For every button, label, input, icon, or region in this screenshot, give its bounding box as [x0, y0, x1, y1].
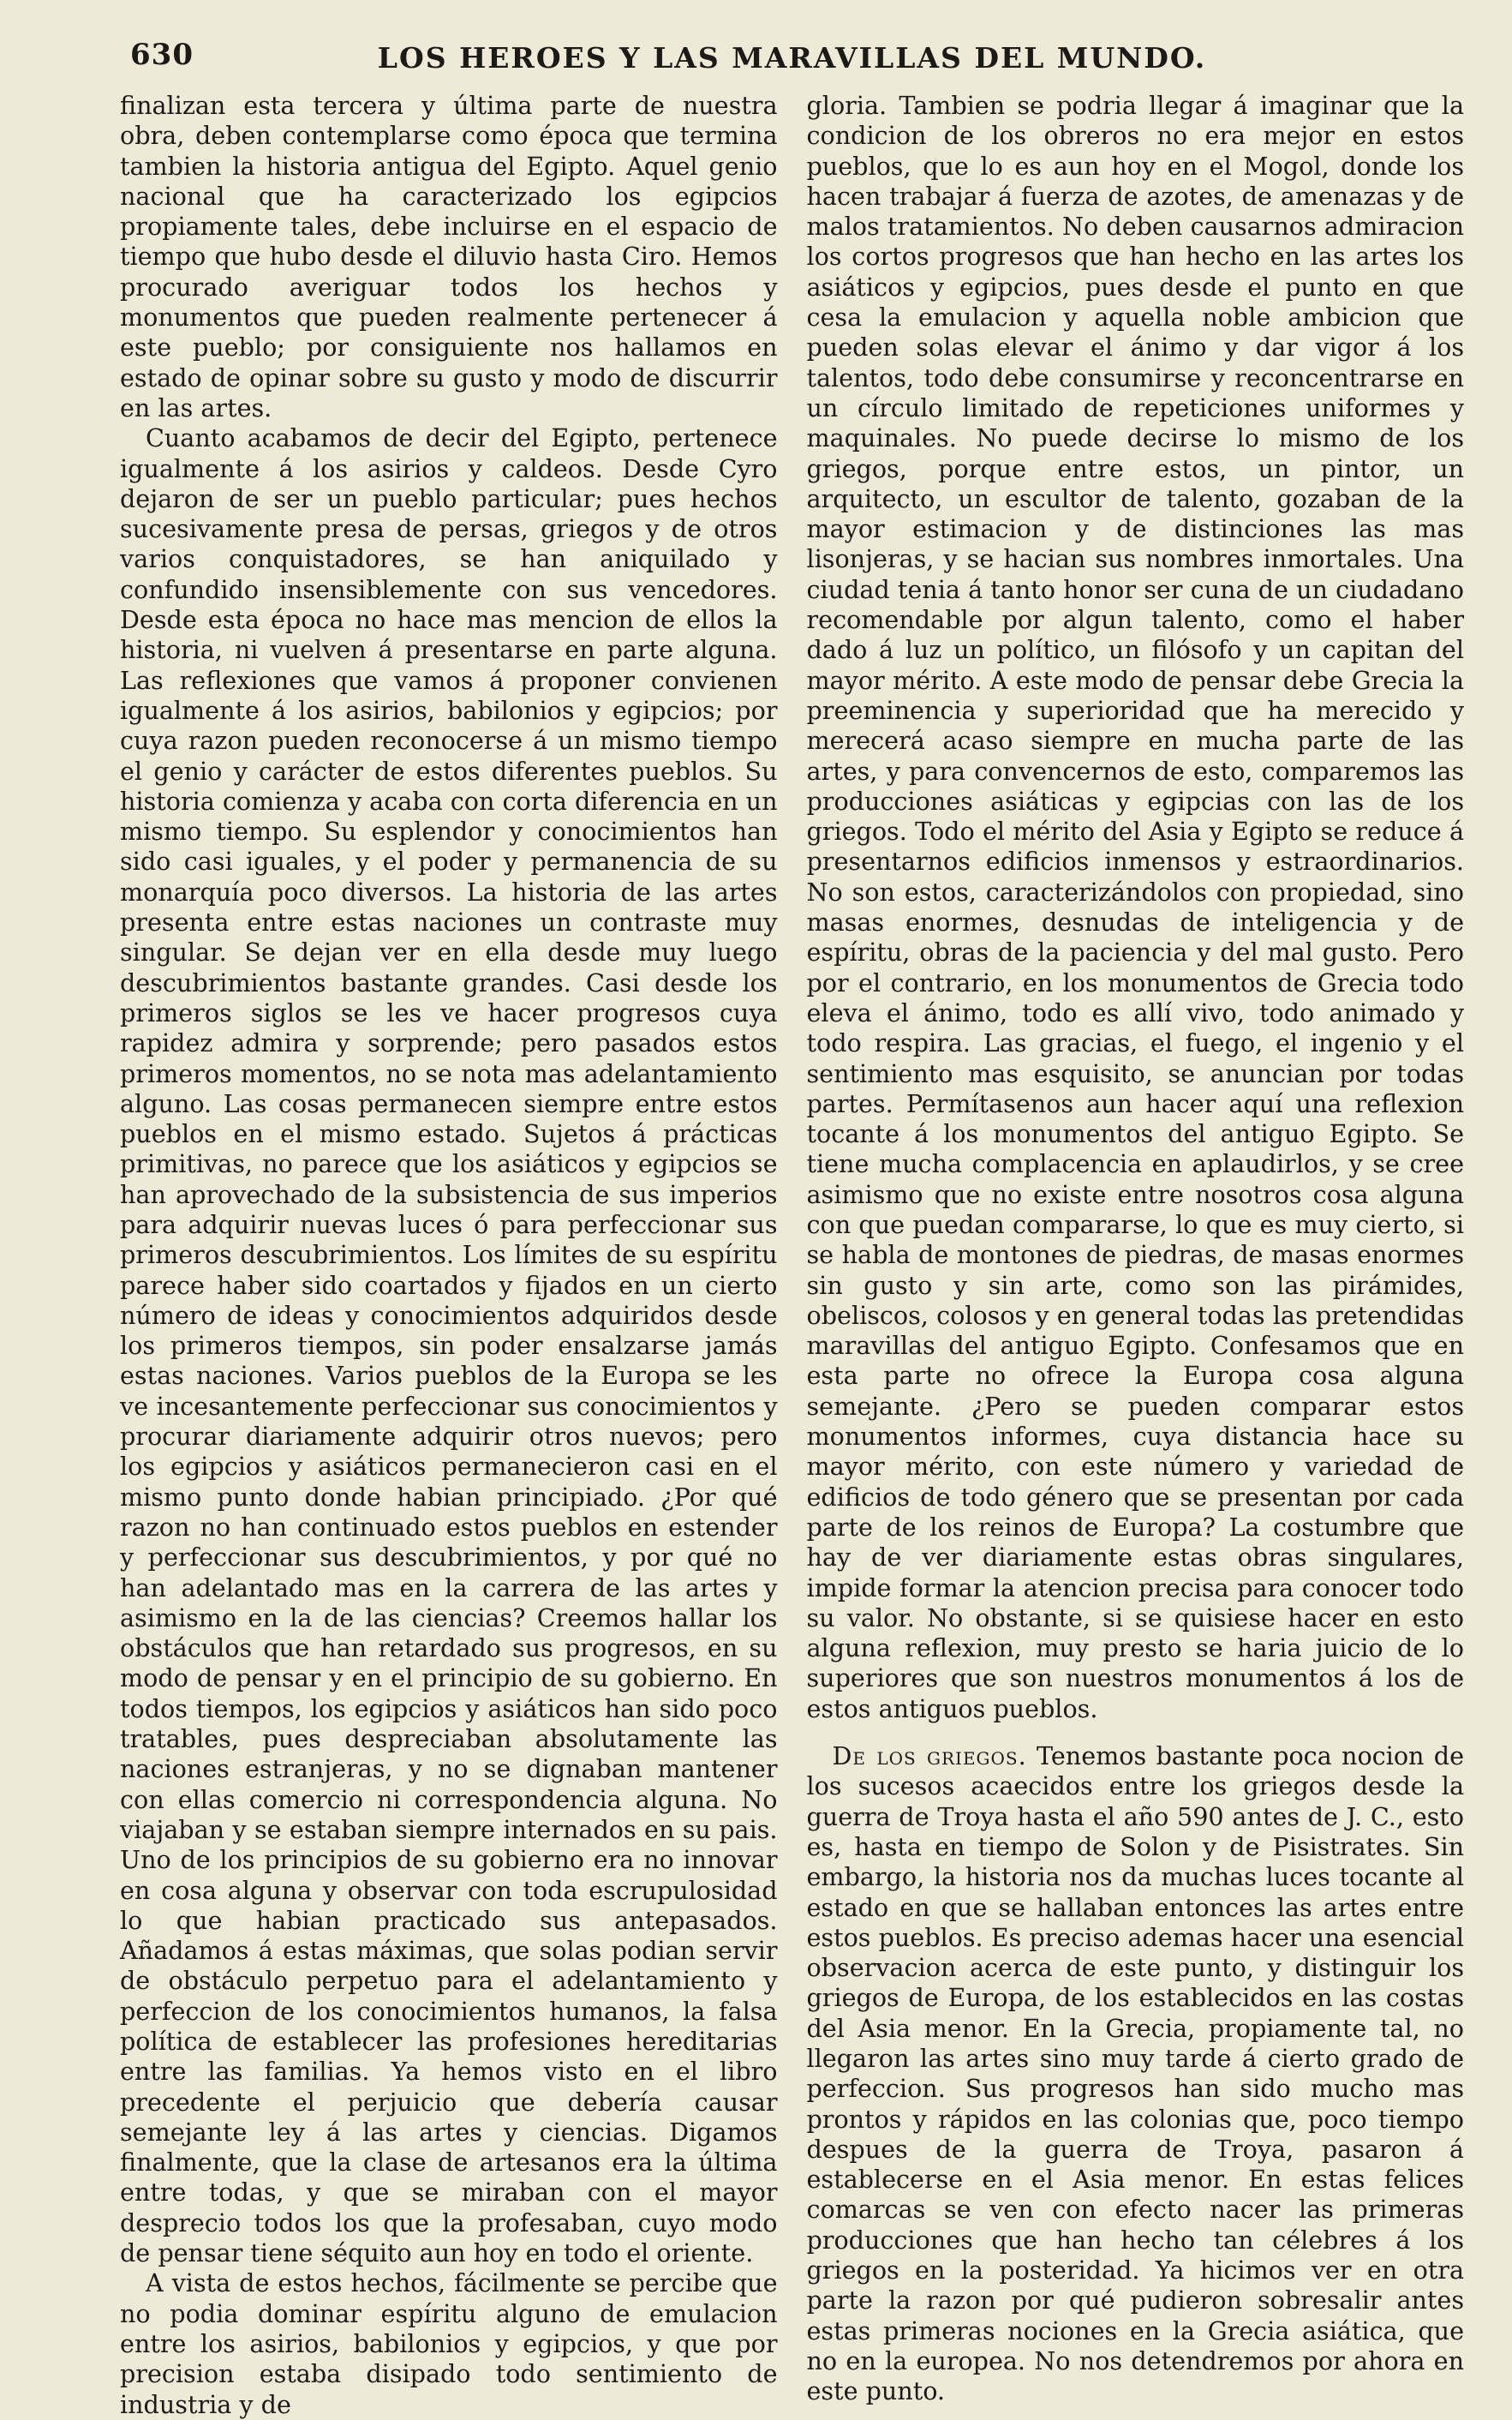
text-columns [120, 91, 1464, 2420]
right-column [807, 91, 1465, 2420]
page-number: 630 [130, 38, 194, 72]
running-title: LOS HEROES Y LAS MARAVILLAS DEL MUNDO. [377, 41, 1207, 75]
section-paragraph [807, 1741, 1465, 2407]
page-header [120, 34, 1464, 86]
paragraph: gloria. Tambien se podria llegar á imaginar que la condicion de los obreros no era mejor en estos pueblos, que lo es aun hoy en el Mogol, donde los hacen trabajar á fuerza de azotes, de amenazas y de malos tratamientos. No deben causarnos admiracion los cortos progresos que han hecho en las artes los asiáticos y egipcios, pues desde el punto en que cesa la emulacion y aquella noble ambicion que pueden solas elevar el ánimo y dar vigor á los talentos, todo debe consumirse y reconcentrarse en un círculo limitado de repeticiones uniformes y maquinales. No puede decirse lo mismo de los griegos, porque entre estos, un pintor, un arquitecto, un escultor de talento, gozaban de la mayor estimacion y de distinciones las mas lisonjeras, y se hacian sus nombres inmortales. Una ciudad tenia á tanto honor ser cuna de un ciudadano recomendable por algun talento, como el haber dado á luz un político, un filósofo y un capitan del mayor mérito. A este modo de pensar debe Grecia la preeminencia y superioridad que ha merecido y merecerá acaso siempre en mucha parte de las artes, y para convencernos de esto, comparemos las producciones asiáticas y egipcias con las de los griegos. Todo el mérito del Asia y Egipto se reduce á presentarnos edificios inmensos y estraordinarios. No son estos, caracterizándolos con propiedad, sino masas enormes, desnudas de inteligencia y de espíritu, obras de la paciencia y del mal gusto. Pero por el contrario, en los monumentos de Grecia todo eleva el ánimo, todo es allí vivo, todo animado y todo respira. Las gracias, el fuego, el ingenio y el sentimiento mas esquisito, se anuncian por todas partes. Permítasenos aun hacer aquí una reflexion tocante á los monumentos del antiguo Egipto. Se tiene mucha complacencia en aplaudirlos, y se cree asimismo que no existe entre nosotros cosa alguna con que puedan compararse, lo que es muy cierto, si se habla de montones de piedras, de masas enormes sin gusto y sin arte, como son las pirámides, obeliscos, colosos y en general todas las pretendidas maravillas del antiguo Egipto. Confesamos que en esta parte no ofrece la Europa cosa alguna semejante. ¿Pero se pueden comparar estos monumentos informes, cuya distancia hace su mayor mérito, con este número y variedad de edificios de todo género que se presentan por cada parte de los reinos de Europa? La costumbre que hay de ver diariamente estas obras singulares, impide formar la atencion precisa para conocer todo su valor. No obstante, si se quisiese hacer en esto alguna reflexion, muy presto se haria juicio de lo superiores que son nuestros monumentos á los de estos antiguos pueblos. [806, 91, 1464, 1723]
left-column [120, 91, 778, 2420]
paragraph: A vista de estos hechos, fácilmente se percibe que no podia dominar espíritu alguno de emulacion entre los asirios, babilonios y egipcios, y que por precision estaba disipado todo sentimiento de industria y de [120, 2268, 778, 2419]
paragraph: Cuanto acabamos de decir del Egipto, pertenece igualmente á los asirios y caldeos. Desde Cyro dejaron de ser un pueblo particular; pues hechos sucesivamente presa de persas, griegos y de otros varios conquistadores, se han aniquilado y confundido insensiblemente con sus vencedores. Desde esta época no hace mas mencion de ellos la historia, ni vuelven á presentarse en parte alguna. Las reflexiones que vamos á proponer convienen igualmente á los asirios, babilonios y egipcios; por cuya razon pueden reconocerse á un mismo tiempo el genio y carácter de estos diferentes pueblos. Su historia comienza y acaba con corta diferencia en un mismo tiempo. Su esplendor y conocimientos han sido casi iguales, y el poder y permanencia de su monarquía poco diversos. La historia de las artes presenta entre estas naciones un contraste muy singular. Se dejan ver en ella desde muy luego descubrimientos bastante grandes. Casi desde los primeros siglos se les ve hacer progresos cuya rapidez admira y sorprende; pero pasados estos primeros momentos, no se nota mas adelantamiento alguno. Las cosas permanecen siempre entre estos pueblos en el mismo estado. Sujetos á prácticas primitivas, no parece que los asiáticos y egipcios se han aprovechado de la subsistencia de sus imperios para adquirir nuevas luces ó para perfeccionar sus primeros descubrimientos. Los límites de su espíritu parece haber sido coartados y fijados en un cierto número de ideas y conocimientos adquiridos desde los primeros tiempos, sin poder ensalzarse jamás estas naciones. Varios pueblos de la Europa se les ve incesantemente perfeccionar sus conocimientos y procurar diariamente adquirir otros nuevos; pero los egipcios y asiáticos permanecieron casi en el mismo punto donde habian principiado. ¿Por qué razon no han continuado estos pueblos en estender y perfeccionar sus descubrimientos, y por qué no han adelantado mas en la carrera de las artes y asimismo en la de las ciencias? Creemos hallar los obstáculos que han retardado sus progresos, en su modo de pensar y en el principio de su gobierno. En todos tiempos, los egipcios y asiáticos han sido poco tratables, pues despreciaban absolutamente las naciones estranjeras, y no se dignaban mantener con ellas comercio ni correspondencia alguna. No viajaban y se estaban siempre internados en su pais. Uno de los principios de su gobierno era no innovar en cosa alguna y observar con toda escrupulosidad lo que habian practicado sus antepasados. Añadamos á estas máximas, que solas podian servir de obstáculo perpetuo para el adelantamiento y perfeccion de los conocimientos humanos, la falsa política de establecer las profesiones hereditarias entre las familias. Ya hemos visto en el libro precedente el perjuicio que debería causar semejante ley á las artes y ciencias. Digamos finalmente, que la clase de artesanos era la última entre todas, y que se miraban con el mayor desprecio todos los que la profesaban, cuyo modo de pensar tiene séquito aun hoy en todo el oriente. [120, 423, 778, 2268]
section-title: De los griegos. [832, 1741, 1027, 1771]
paragraph: finalizan esta tercera y última parte de nuestra obra, deben contemplarse como época que termina tambien la historia antigua del Egipto. Aquel genio nacional que ha caracterizado los egipcios propiamente tales, debe incluirse en el espacio de tiempo que hubo desde el diluvio hasta Ciro. Hemos procurado averiguar todos los hechos y monumentos que pueden realmente pertenecer á este pueblo; por consiguiente nos hallamos en estado de opinar sobre su gusto y modo de discurrir en las artes. [120, 91, 778, 422]
paragraph-text: Tenemos bastante poca nocion de los sucesos acaecidos entre los griegos desde la guerra de Troya hasta el año 590 antes de J. C., esto es, hasta en tiempo de Solon y de Pisistrates. Sin embargo, la historia nos da muchas luces tocante al estado en que se hallaban entonces las artes entre estos pueblos. Es preciso ademas hacer una esencial observacion acerca de este punto, y distinguir los griegos de Europa, de los establecidos en las costas del Asia menor. En la Grecia, propiamente tal, no llegaron las artes sino muy tarde á cierto grado de perfeccion. Sus progresos han sido mucho mas prontos y rápidos en las colonias que, poco tiempo despues de la guerra de Troya, pasaron á establecerse en el Asia menor. En estas felices comarcas se ven con efecto nacer las primeras producciones que han hecho tan célebres á los griegos en la posteridad. Ya hicimos ver en otra parte la razon por qué pudieron sobresalir antes estas primeras nociones en la Grecia asiática, que no en la europea. No nos detendremos por ahora en este punto. [806, 1741, 1464, 2406]
